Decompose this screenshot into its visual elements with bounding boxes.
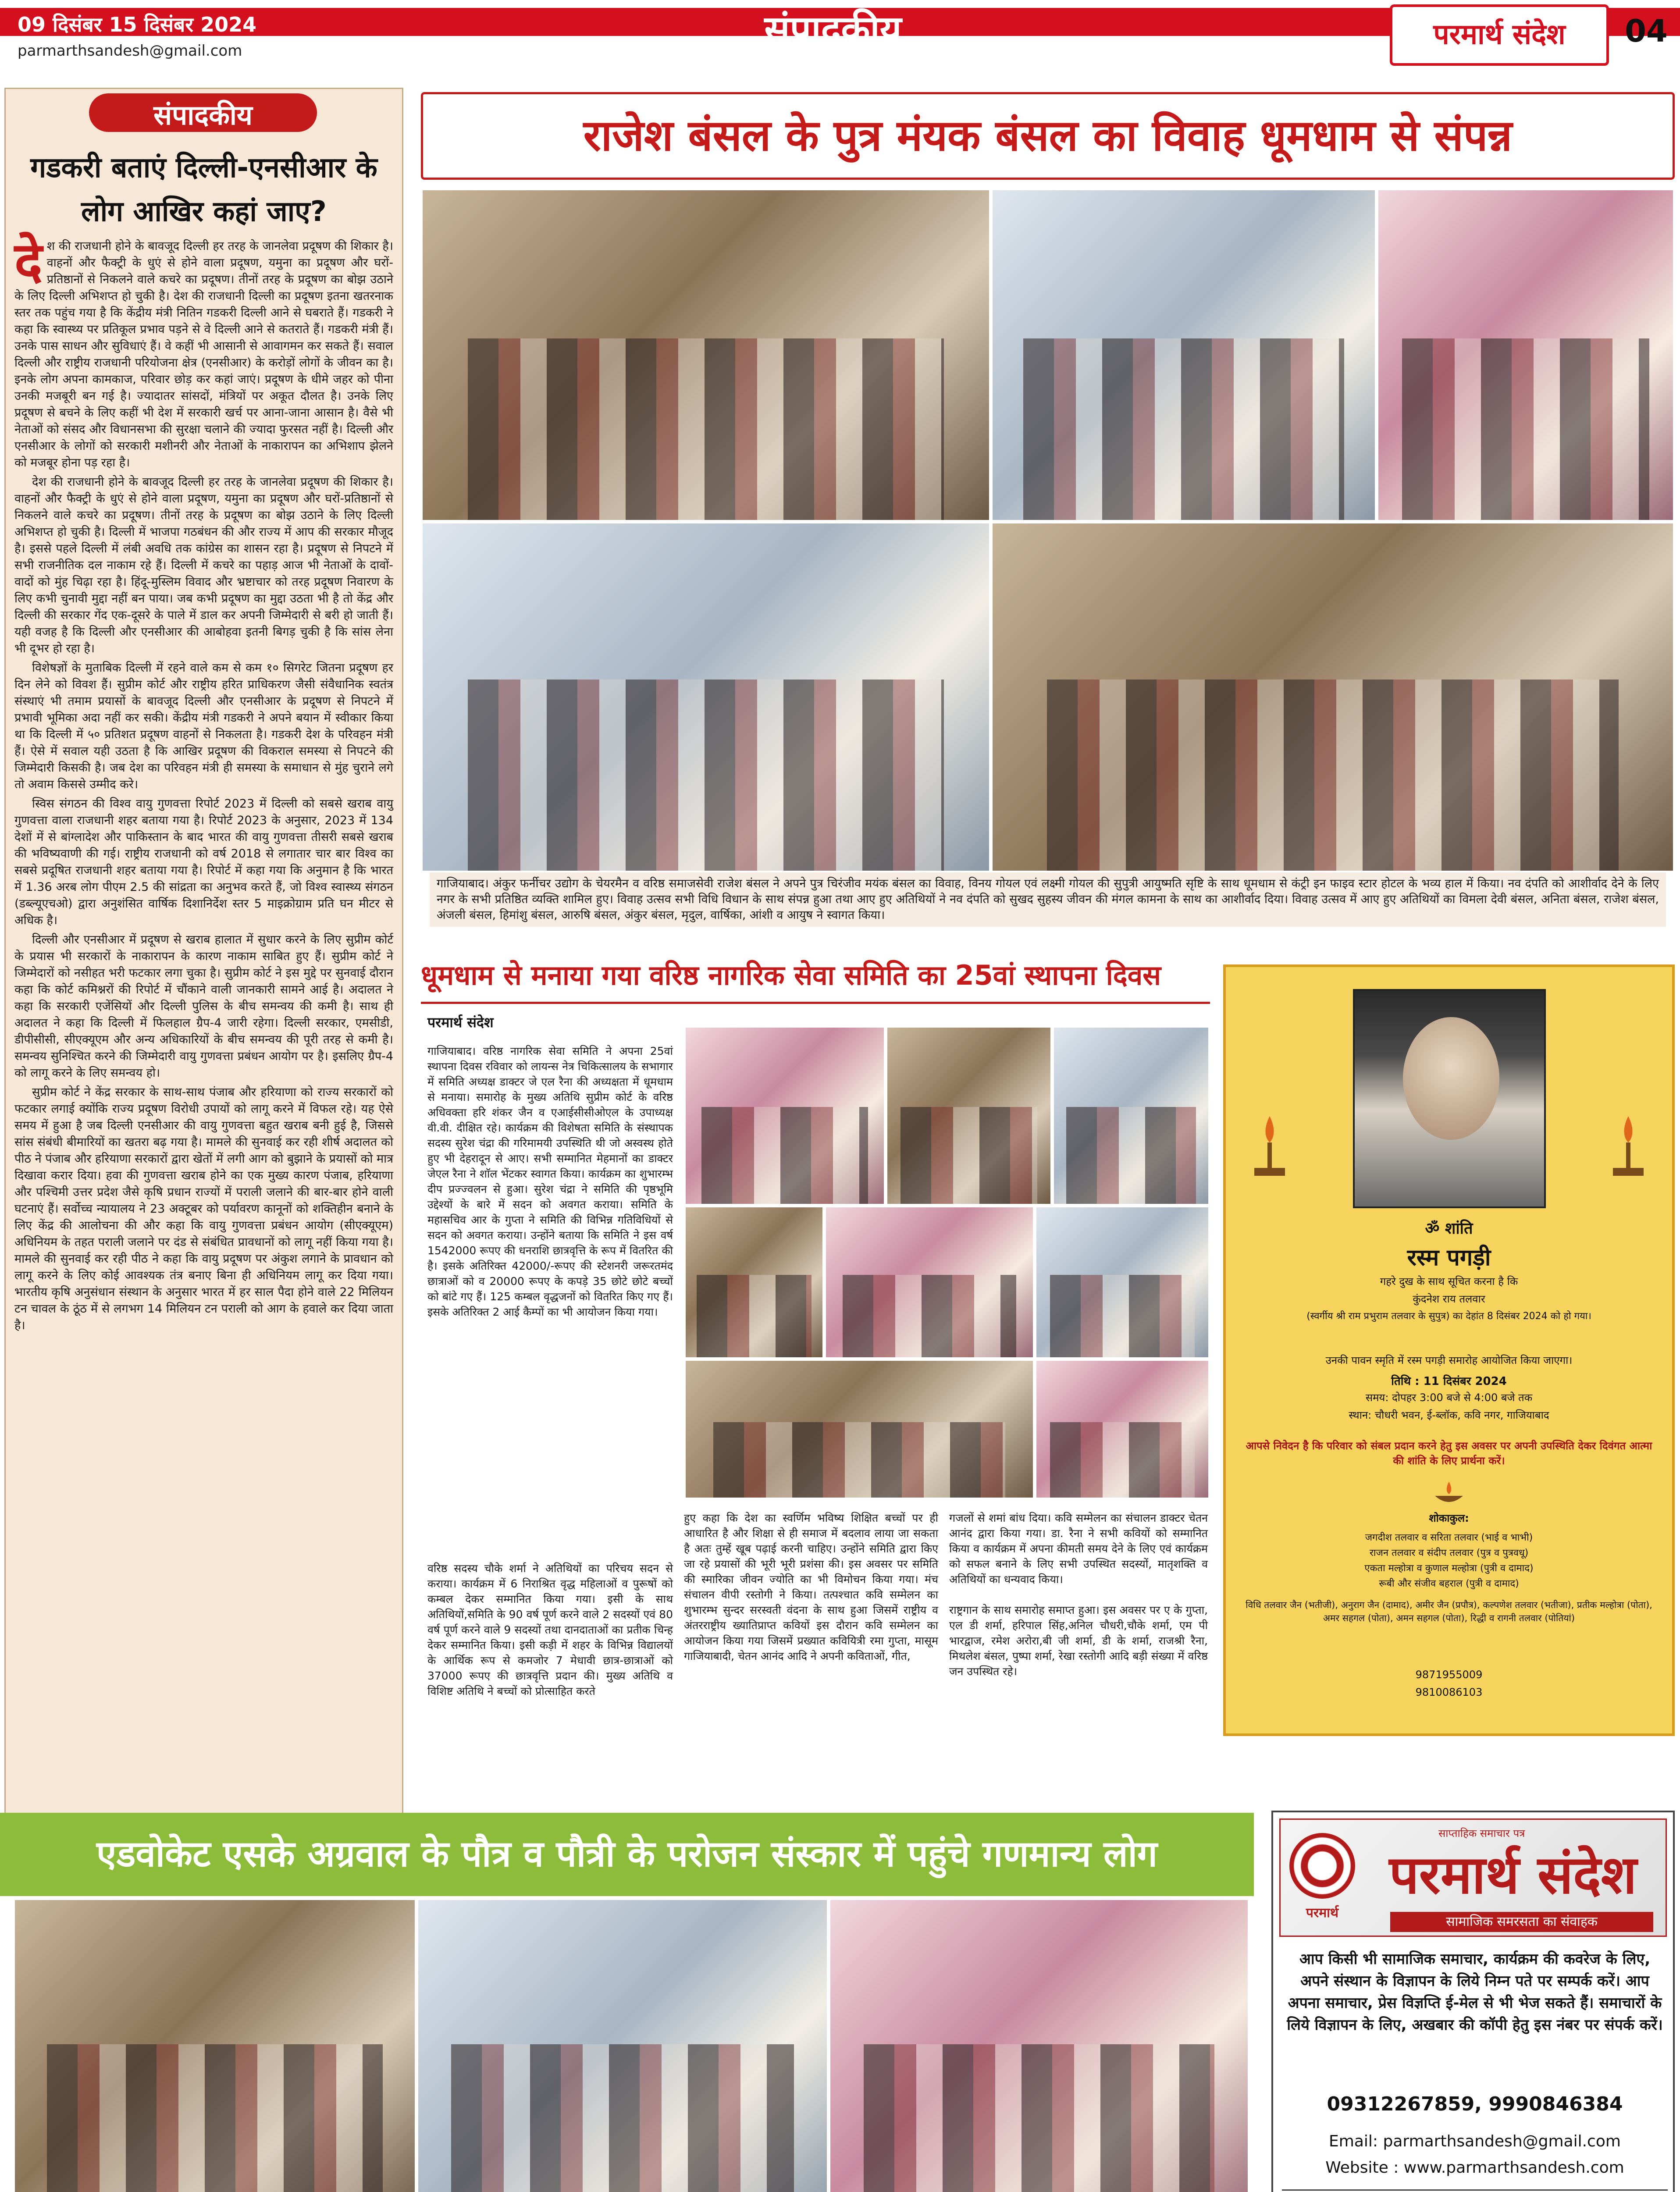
wedding-caption: गाजियाबाद। अंकुर फर्नीचर उद्योग के चेयरमैन व वरिष्ठ समाजसेवी राजेश बंसल ने अपने पुत्र चिरंजीव मयंक बंसल का विवाह, विनय गोयल एवं लक्ष्मी गोयल की सुपुत्री आयुष्मति सृष्टि के साथ धूमधाम से कंट्री इन फाइव स्टार होटल के भव्य हाल में किया। नव दंपति को आशीर्वाद देने के लिए नगर के सभी प्रतिष्ठित व्यक्ति शामिल हुए। विवाह उत्सव सभी विधि विधान के साथ संपन्न हुआ तथा आए हुए अतिथियों ने नव दंपति को सुखद सुहस्य जीवन की मंगल कामना के साथ का आशीर्वाद दिया। विवाह उत्सव में आए हुए अतिथियों का विमला देवी बंसल, अनिता बंसल, राजेश बंसल, अंजली बंसल, हिमांशु बंसल, आरुषि बंसल, अंकुर बंसल, मृदुल, वार्षिका, आंशी व आयुष ने स्वागत किया। [430, 872, 1666, 927]
senior-photo [1052, 1026, 1210, 1206]
wedding-photo [1377, 189, 1675, 522]
om-text: ॐ शांति [1425, 1220, 1473, 1238]
masthead-notice: आप किसी भी सामाजिक समाचार, कार्यक्रम की कवरेज के लिए, अपने संस्थान के विज्ञापन के लिये निम्न पते पर सम्पर्क करें। आप अपना समाचार, प्रेस विज्ञप्ति ई-मेल से भी भेज सकते हैं। समाचारों के लिये विज्ञापन के लिए, अखबार की कॉपी हेतु इस नंबर पर संपर्क करें। [1287, 1950, 1663, 2034]
portrait-face [1403, 1017, 1499, 1140]
wedding-photo [991, 522, 1675, 872]
brand-logo-word: परमार्थ [1306, 1905, 1339, 1921]
advocate-photo [416, 1898, 829, 2192]
senior-photo [684, 1359, 1035, 1499]
senior-photo [1035, 1206, 1210, 1359]
wedding-headline-box [421, 92, 1675, 180]
masthead-tagline: सामाजिक समरसता का संवाहक [1390, 1912, 1653, 1932]
obituary-date: तिथि : 11 दिसंबर 2024 [1391, 1375, 1507, 1388]
senior-byline: परमार्थ संदेश [427, 1014, 494, 1031]
senior-column-1: गाजियाबाद। वरिष्ठ नागरिक सेवा समिति ने अपना 25वां स्थापना दिवस रविवार को लायन्स नेत्र चिकित्सालय के सभागार में समिति अध्यक्ष डाक्टर जे एल रैना की अध्यक्षता में धूमधाम से मनाया। समारोह के मुख्य अतिथि सुप्रीम कोर्ट के वरिष्ठ अधिवक्ता हरि शंकर जैन व एआईसीसीओएल के उपाध्यक्ष वी.वी. दीक्षित रहे। कार्यक्रम की विशेषता समिति के संस्थापक सदस्य सुरेश चंद्रा की गरिमामयी उपस्थिति थी जो अस्वस्थ होते हुए भी देहरादून से आए। सभी सम्मानित मेहमानों का डाक्टर जेएल रैना ने शाॅल भेंटकर स्वागत किया। कार्यक्रम का शुभारम्भ दीप प्रज्ज्वलन से हुआ। सुरेश चंद्रा ने समिति की पृष्ठभूमि उद्देश्यों के बारे में सदन को अवगत कराया। समिति के महासचिव आर के गुप्ता ने समिति की विभिन्न गतिविधियों से सदन को अवगत कराया। उन्होंने बताया कि समिति ने इस वर्ष 1542000 रूपए की धनराशि छात्रवृत्ति के रूप में वितरित की है। इसके अतिरिक्त 42000/-रूपए की स्टेशनरी जरूरतमंद छात्राओं को व 20000 रूपए के कपड़े 35 छोटे छोटे बच्चों को बांटे गए हैं। 125 कम्बल वृद्धजनों को वितरित किए गए हैं। इसके अतिरिक्त 2 आई कैम्पों का भी आयोजन किया गया। [427, 1045, 673, 1318]
diya-icon [1602, 1112, 1655, 1182]
editorial-paragraph: सुप्रीम कोर्ट ने केंद्र सरकार के साथ-साथ पंजाब और हरियाणा को राज्य सरकारों को फटकार लगाई क्योंकि राज्य प्रदूषण विरोधी उपायों को लागू करने में विफल रहे। यह ऐसे समय में हुआ है जब दिल्ली एनसीआर की वायु गुणवत्ता बहुत खराब बनी हुई है, जिससे सांस संबंधी बीमारियों का खतरा बढ़ गया है। मामले की सुनवाई कर रही शीर्ष अदालत को पीठ ने पंजाब और हरियाणा सरकारों द्वारा खेतों में लगी आग को बुझाने के प्रयासों को मात्र दिखावा करार दिया। हवा की गुणवत्ता खराब होने का एक मुख्य कारण पंजाब, हरियाणा और पश्चिमी उत्तर प्रदेश जैसे कृषि प्रधान राज्यों में पराली जलाने की बार-बार होने वाली घटनाएं हैं। सर्वोच्च न्यायालय ने 23 अक्टूबर को पर्यावरण कानूनों को शक्तिहीन बनाने के लिए केंद्र की आलोचना की और कहा कि वायु गुणवत्ता प्रबंधन आयोग (सीएक्यूएम) अधिनियम के तहत पराली जलाने पर दंड से संबंधित प्रावधानों को लागू नहीं किया गया है। मामले की सुनवाई कर रही पीठ ने कहा कि वायु प्रदूषण पर अंकुश लगाने के प्रावधान को लागू करने के लिए कोई आवश्यक तंत्र बनाए बिना ही अधिनियम लागू कर दिया गया। भारतीय कृषि अनुसंधान संस्थान के अनुसार भारत में हर साल पैदा होने वाले 22 मिलियन टन चावल के ठूंठ में से लगभग 14 मिलियन टन पराली को आग के हवाले कर दिया जाता है। [14, 1085, 393, 1332]
mourner-line: राजन तलवार व संदीप तलवार (पुत्र व पुत्रवधू) [1369, 1548, 1529, 1559]
wedding-photo [421, 189, 991, 522]
obituary-title: रस्म पगड़ी [1407, 1245, 1491, 1271]
advocate-photo [829, 1898, 1249, 2192]
senior-column-2: हुए कहा कि देश का स्वर्णिम भविष्य शिक्षित बच्चों पर ही आधारित है और शिक्षा से ही समाज में बदलाव लाया जा सकता है अतः तुम्हें खूब पढ़ाई करनी चाहिए। उन्होंने समिति द्वारा किए जा रहे प्रयासों की भूरी भूरी प्रशंसा की। इस अवसर पर समिति की स्मारिका जीवन ज्योति का भी विमोचन किया गया। मंच संचालन वीपी रस्तोगी ने किया। तत्पश्चात कवि सम्मेलन का शुभारम्भ सुन्दर सरस्वती वंदना के साथ हुआ जिसमें राष्ट्रीय व अंतरराष्ट्रीय ख्यातिप्राप्त कवियों इस दौरान कवि सम्मेलन का आयोजन किया गया जिसमें प्रख्यात कवियित्री रमा गुप्ता, मासूम गाजियाबादी, चेतन आनंद आदि ने अपनी कविताओं, गीत, [684, 1512, 938, 1662]
editorial-label-text: संपादकीय [153, 99, 253, 131]
wedding-photo [991, 189, 1377, 522]
advocate-headline-banner [0, 1813, 1254, 1896]
editorial-column [4, 88, 403, 1841]
senior-column-3: गजलों से शमां बांध दिया। कवि सम्मेलन का संचालन डाक्टर चेतन आनंद द्वारा किया गया। डा. रैना ने सभी कवियों को सम्मानित किया व कार्यक्रम में अपना कीमती समय देने के लिए एवं कार्यक्रम को सफल बनाने के लिए सभी उपस्थित सदस्यों, मातृशक्ति व अतिथियों का धन्यवाद किया। राष्ट्रगान के साथ समारोह समाप्त हुआ। इस अवसर पर ए के गुप्ता, एल डी शर्मा, हरिपाल सिंह,अनिल चौधरी,चौके शर्मा, एम पी भारद्वाज, रमेश अरोरा,बी जी शर्मा, डी के शर्मा, राजश्री रैना, मिथलेश बंसल, पुष्पा शर्मा, रेखा रस्तोगी आदि बड़ी संख्या में वरिष्ठ जन उपस्थित रहे। [949, 1512, 1208, 1678]
header-bar [0, 0, 1680, 70]
masthead-brand: परमार्थ संदेश [1389, 1844, 1637, 1906]
obituary-box [1223, 964, 1675, 1736]
obituary-phone: 9810086103 [1415, 1686, 1483, 1698]
editorial-label [6, 93, 402, 133]
senior-headline-rule [421, 1002, 1210, 1004]
advocate-photo-area [13, 1898, 1249, 2192]
obituary-time: समय: दोपहर 3:00 बजे से 4:00 बजे तक [1365, 1391, 1533, 1404]
header-email[interactable]: parmarthsandesh@gmail.com [18, 42, 242, 60]
mourner-line: रूबी और संजीव बहराल (पुत्री व दामाद) [1379, 1578, 1519, 1589]
wedding-photo [421, 522, 991, 872]
masthead-box [1271, 1811, 1675, 2192]
obituary-line: कुंदनेश राय तलवार [1413, 1293, 1485, 1305]
obituary-phone: 9871955009 [1415, 1669, 1483, 1681]
brand-name: परमार्थ संदेश [1433, 18, 1566, 51]
senior-photo-area [684, 1026, 1210, 1499]
obituary-line: गहरे दुख के साथ सूचित करना है कि [1380, 1275, 1518, 1288]
obituary-venue: स्थान: चौधरी भवन, ई-ब्लॉक, कवि नगर, गाजियाबाद [1349, 1409, 1549, 1421]
masthead-phones[interactable]: 09312267859, 9990846384 [1327, 2093, 1623, 2115]
editorial-paragraph: विशेषज्ञों के मुताबिक दिल्ली में रहने वाले कम से कम १० सिगरेट जितना प्रदूषण हर दिन लेने को विवश हैं। सुप्रीम कोर्ट और राष्ट्रीय हरित प्राधिकरण जैसी संवैधानिक स्वतंत्र संस्थाएं भी तमाम प्रयासों के बावजूद दिल्ली और एनसीआर के प्रदूषण से निपटने में प्रभावी भूमिका अदा नहीं कर सकी। केंद्रीय मंत्री गडकरी ने अपने बयान में स्वीकार किया था कि दिल्ली में ५० प्रतिशत प्रदूषण वाहनों से निकलता है। गडकरी देश के परिवहन मंत्री हैं। ऐसे में सवाल यही उठता है कि आखिर प्रदूषण की विकराल समस्या से निपटने की जिम्मेदारी किसकी है। जब देश का परिवहन मंत्री ही समस्या के समाधान से मुंह चुराने लगे तो अवाम किससे उम्मीद करे। [14, 661, 393, 791]
senior-photo [684, 1026, 886, 1206]
masthead-email[interactable]: Email: parmarthsandesh@gmail.com [1329, 2132, 1621, 2150]
advocate-photo [13, 1898, 416, 2192]
obituary-appeal: आपसे निवेदन है कि परिवार को संबल प्रदान करने हेतु इस अवसर पर अपनी उपस्थिति देकर दिवंगत आत्मा की शांति के लिए प्रार्थना करें। [1246, 1440, 1652, 1467]
wedding-headline: राजेश बंसल के पुत्र मंयक बंसल का विवाह धूमधाम से संपन्न [583, 111, 1513, 161]
brand-box [1390, 4, 1609, 66]
editorial-paragraph: दिल्ली और एनसीआर में प्रदूषण से खराब हालात में सुधार करने के लिए सुप्रीम कोर्ट के प्रयास भी सरकारों के नाकारापन के कारण नाकाम साबित हुए हैं। सुप्रीम कोर्ट ने जिम्मेदारों को नसीहत भरी फटकार लगा चुका है। सुप्रीम कोर्ट ने इस मुद्दे पर सुनवाई दौरान कहा कि कोर्ट कमिश्नरों की रिपोर्ट में चौंकाने वाली जानकारी सामने आई है। अदालत ने कहा कि सरकारी एजेंसियों और दिल्ली पुलिस के बीच समन्वय की कमी है। साथ ही अदालत ने कहा कि दिल्ली में फिलहाल ग्रैप-4 जारी रहेगा। दिल्ली सरकार, एमसीडी, डीपीसीसी, सीएक्यूएम और अन्य अधिकारियों के बीच समन्वय की पूरी तरह से कमी है। समन्वय सुनिश्चित करने की जिम्मेदारी वायु गुणवत्ता प्रबंधन आयोग पर है। इसलिए ग्रैप-4 को लागू करने के लिए समन्वय हो। [14, 933, 393, 1080]
editorial-dropcap: दे [14, 231, 43, 292]
editorial-paragraph: देश की राजधानी होने के बावजूद दिल्ली हर तरह के जानलेवा प्रदूषण की शिकार है। वाहनों और फैक्ट्री के धुएं से होने वाला प्रदूषण, यमुना का प्रदूषण और घरों-प्रतिष्ठानों से निकलने वाले कचरे का प्रदूषण। तीनों तरह के प्रदूषण का बोझ उठाने के लिए दिल्ली अभिशप्त हो चुकी है। दिल्ली में भाजपा गठबंधन की और राज्य में आप की सरकार मौजूद है। इससे पहले दिल्ली में लंबी अवधि तक कांग्रेस का शासन रहा है। प्रदूषण से निपटने में सभी राजनीतिक दल नाकाम रहे हैं। दिल्ली में कचरे का पहाड़ आज भी नेताओं के दावों-वादों को मुंह चिढ़ा रहा है। हिंदू-मुस्लिम विवाद और भ्रष्टाचार को तरह प्रदूषण निवारण के लिए कभी चुनावी मुद्दा नहीं बन पाया। जब कभी प्रदूषण का मुद्दा उठता भी है तो केंद्र और दिल्ली की सरकार गेंद एक-दूसरे के पाले में डाल कर अपनी जिम्मेदारी से बरी हो जाती हैं। यही वजह है कि दिल्ली और एनसीआर की आबोहवा इतनी बिगड़ चुकी है कि सांस लेना भी दूभर हो रहा है। [14, 475, 393, 655]
mourner-line: एकता मल्होत्रा व कुणाल मल्होत्रा (पुत्री व दामाद) [1364, 1563, 1534, 1574]
senior-headline: धूमधाम से मनाया गया वरिष्ठ नागरिक सेवा समिति का 25वां स्थापना दिवस [421, 959, 1161, 991]
senior-column-1b: वरिष्ठ सदस्य चौके शर्मा ने अतिथियों का परिचय सदन से कराया। कार्यक्रम में 6 निराश्रित वृद्ध महिलाओं व पुरूषों को कम्बल देकर सम्मानित किया गया। इसी के साथ अतिथियों,समिति के 90 वर्ष पूर्ण करने वाले 2 सदस्यों एवं 80 वर्ष पूर्ण करने वाले 9 सदस्यों तथा दानदाताओं का प्रतीक चिन्ह देकर सम्मानित किया। इसी कड़ी में शहर के विभिन्न विद्यालयों के आर्थिक रूप से कमजोर 7 मेधावी छात्र-छात्राओं को 37000 रूपए की छात्रवृत्ति प्रदान की। मुख्य अतिथि व विशिष्ट अतिथि ने बच्चों को प्रोत्साहित करते [427, 1562, 673, 1697]
masthead-website[interactable]: Website : www.parmarthsandesh.com [1325, 2159, 1624, 2177]
senior-photo [684, 1206, 824, 1359]
advocate-headline: एडवोकेट एसके अग्रवाल के पौत्र व पौत्री के परोजन संस्कार में पहुंचे गणमान्य लोग [96, 1833, 1157, 1875]
editorial-body [14, 231, 393, 1337]
masthead-banner [1279, 1818, 1667, 1937]
wedding-photo-area [421, 189, 1675, 872]
diya-icon [1243, 1112, 1296, 1182]
editorial-headline: गडकरी बताएं दिल्ली-एनसीआर के लोग आखिर कहां जाए? [30, 152, 377, 228]
page-number: 04 [1625, 13, 1668, 49]
obituary-line: (स्वर्गीय श्री राम प्रभुराम तलवार के सुपुत्र) का देहांत 8 दिसंबर 2024 को हो गया। [1306, 1311, 1591, 1322]
masthead-divider [1282, 2189, 1668, 2191]
editorial-paragraph: स्विस संगठन की विश्व वायु गुणवत्ता रिपोर्ट 2023 में दिल्ली को सबसे खराब वायु गुणवत्ता वाला राजधानी शहर बताया गया है। रिपोर्ट 2023 के अनुसार, 2023 में 134 देशों में से बांग्लादेश और पाकिस्तान के बाद भारत की वायु गुणवत्ता तीसरी सबसे खराब की भविष्यवाणी की गई। राष्ट्रीय राजधानी को वर्ष 2018 से लगातार चार बार विश्व का सबसे प्रदूषित राजधानी शहर बताया गया है। रिपोर्ट में कहा गया कि अनुमान है कि भारत में 1.36 अरब लोग पीएम 2.5 की सांद्रता का अनुभव करते हैं, जो विश्व स्वास्थ्य संगठन (डब्ल्यूएचओ) द्वारा अनुशंसित वार्षिक दिशानिर्देश स्तर 5 माइक्रोग्राम प्रति घन मीटर से अधिक है। [14, 797, 393, 927]
masthead-tagline-top: साप्ताहिक समाचार पत्र [1438, 1827, 1525, 1840]
editorial-paragraph: श की राजधानी होने के बावजूद दिल्ली हर तरह के जानलेवा प्रदूषण की शिकार है। वाहनों और फैक्ट्री के धुएं से होने वाला प्रदूषण, यमुना का प्रदूषण और घरों-प्रतिष्ठानों से निकलने वाले कचरे का प्रदूषण। तीनों तरह के प्रदूषण का बोझ उठाने के लिए दिल्ली अभिशप्त हो चुकी है। देश की राजधानी दिल्ली का प्रदूषण इतना खतरनाक स्तर तक पहुंच गया है कि केंद्रीय मंत्री नितिन गडकरी दिल्ली आने से घबराते हैं। गडकरी ने कहा कि स्वास्थ्य पर प्रतिकूल प्रभाव पड़ने से वे दिल्ली आने से कतराते हैं। गडकरी मंत्री हैं। उनके पास साधन और सुविधाएं हैं। वे कहीं भी आसानी से आवागमन कर सकते हैं। सवाल दिल्ली और राष्ट्रीय राजधानी परियोजना क्षेत्र (एनसीआर) के करोड़ों लोगों के जीवन का है। इनके लोग अपना कामकाज, परिवार छोड़ कर कहां जाएं। प्रदूषण के धीमे जहर को पीना उनकी मजबूरी बन गई है। ज्यादातर सांसदों, मंत्रियों पर अकूत दौलत है। उनके लिए प्रदूषण से बचने के लिए कहीं भी देश में सरकारी खर्च पर आना-जाना आसान है। वैसे भी नेताओं को संसद और विधानसभा की सुरक्षा चलाने की ज्यादा फुरसत नहीं है। दिल्ली और एनसीआर के लोगों को सरकारी मशीनरी और नेताओं के नाकारापन का अभिशाप झेलने को मजबूर होना पड़ रहा है। [14, 239, 393, 470]
section-title: संपादकीय [764, 8, 902, 52]
senior-photo [886, 1026, 1052, 1206]
senior-photo [1035, 1359, 1210, 1499]
lamp-icon [1431, 1480, 1466, 1506]
mourners-label: शोकाकुल: [1429, 1512, 1469, 1524]
senior-photo [824, 1206, 1035, 1359]
obituary-portrait [1353, 989, 1546, 1208]
obituary-line: उनकी पावन स्मृति में रस्म पगड़ी समारोह आयोजित किया जाएगा। [1325, 1354, 1573, 1366]
mourner-line: जगदीश तलवार व सरिता तलवार (भाई व भाभी) [1365, 1532, 1533, 1543]
obituary-relatives: विधि तलवार जैन (भतीजी), अनुराग जैन (दामाद), अमीर जैन (प्रपौत्र), कल्पणेश तलवार (भतीजा), प्रतीक मल्होत्रा (पोता), अमर सहगल (पोता), अमन सहगल (पोता), रिद्धी व रागनी तलवार (पोतियां) [1246, 1600, 1652, 1623]
issue-date: 09 दिसंबर 15 दिसंबर 2024 [18, 13, 257, 36]
brand-logo-emblem [1289, 1833, 1355, 1899]
